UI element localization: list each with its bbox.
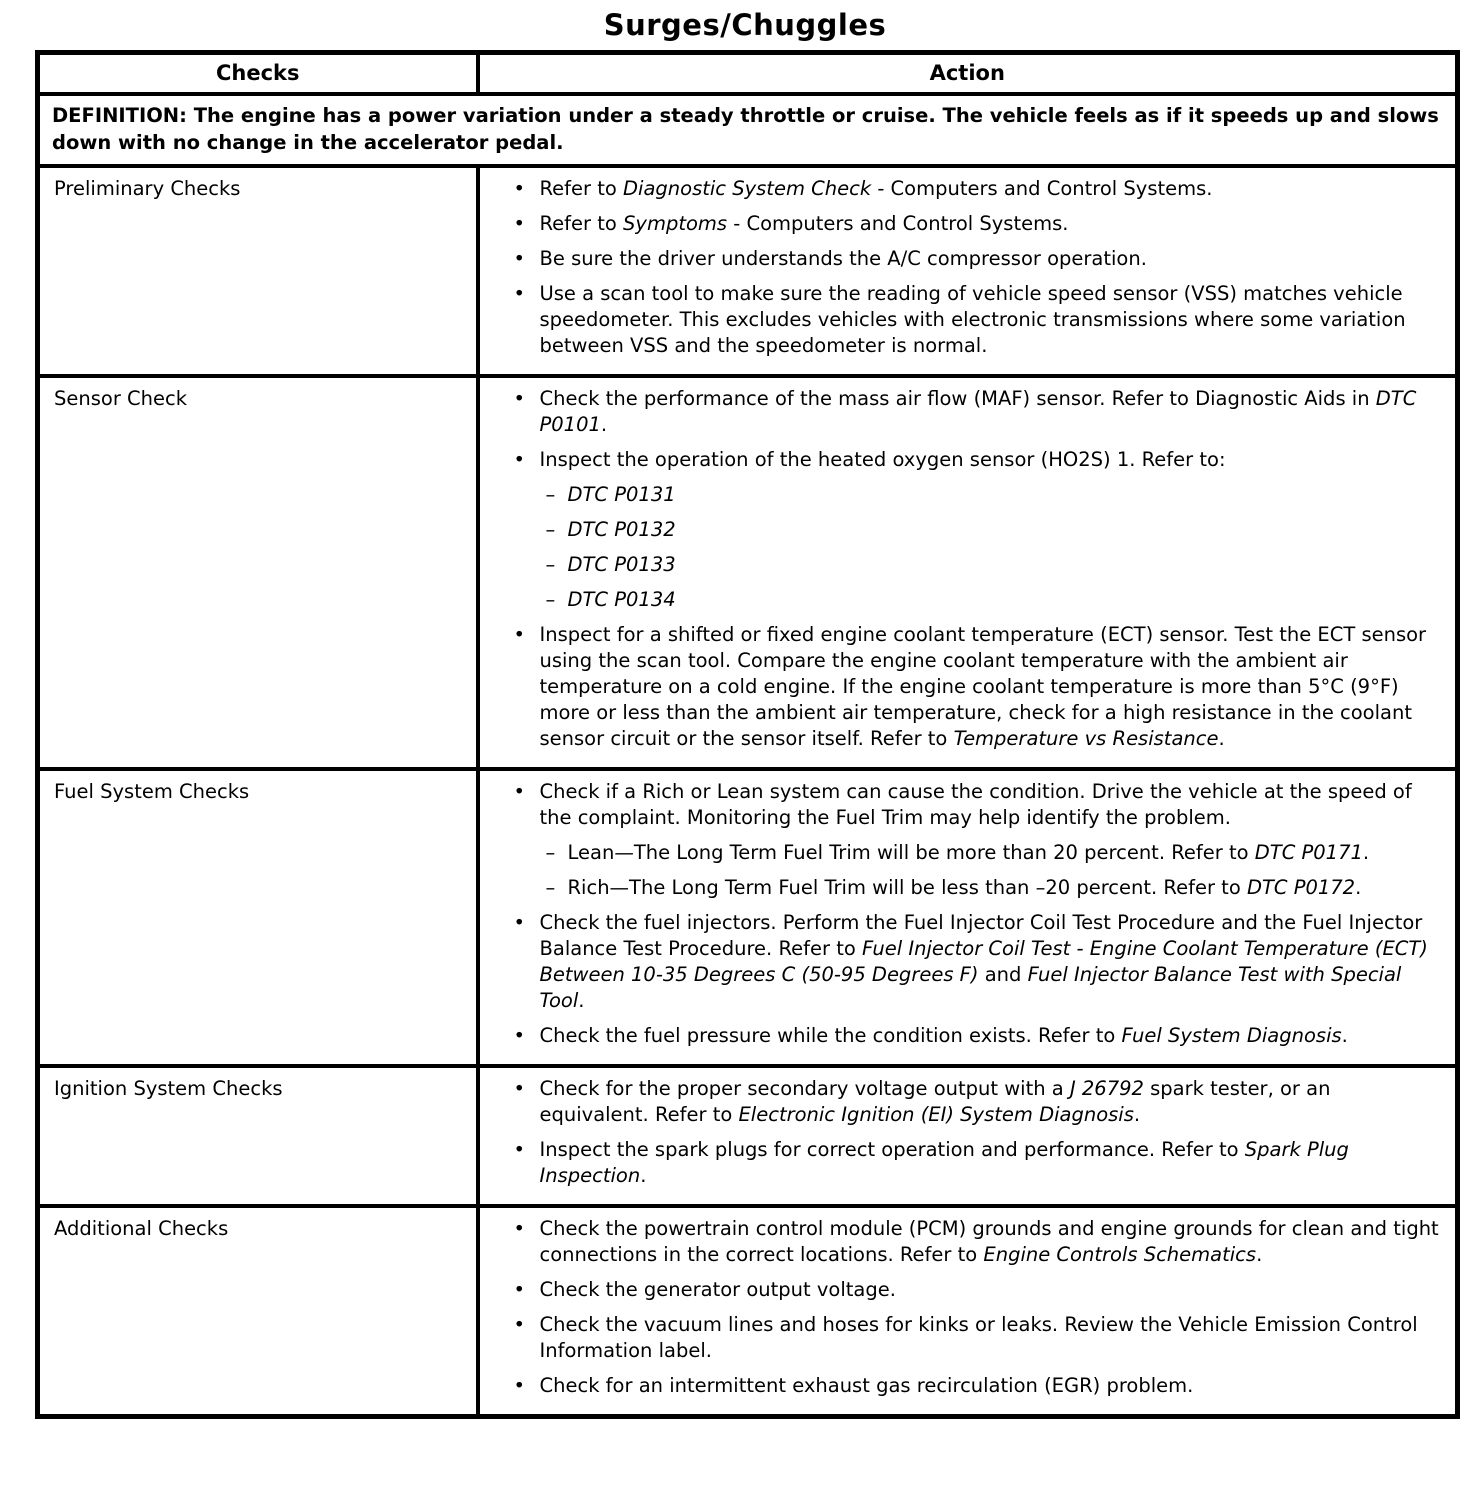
bullet-item [514,176,1442,202]
bullet-item [514,1023,1442,1049]
bullet-marker: • [513,911,526,934]
section-row [38,376,1458,769]
bullet-marker: • [513,212,526,235]
table-body [38,94,1458,1417]
action-cell [478,1066,1458,1206]
bullet-marker: • [513,177,526,200]
check-cell: Sensor Check [38,376,478,769]
check-cell: Fuel System Checks [38,769,478,1066]
dash-marker: – [545,483,556,506]
action-text: DTC P0131 [567,483,676,506]
action-text: Be sure the driver understands the A/C compressor operation. [539,247,1147,270]
action-text: Check for an intermittent exhaust gas recirculation (EGR) problem. [539,1374,1194,1397]
check-cell: Ignition System Checks [38,1066,478,1206]
bullet-item [514,1216,1442,1268]
action-cell [478,1206,1458,1417]
section-row [38,166,1458,376]
dash-marker: – [545,518,556,541]
dash-marker: – [545,588,556,611]
bullet-marker: • [513,1138,526,1161]
bullet-marker: • [513,282,526,305]
action-text: Inspect the spark plugs for correct operation and performance. Refer to Spark Plug Inspection. [539,1138,1349,1187]
bullet-item [514,246,1442,272]
action-text: Check the fuel injectors. Perform the Fuel Injector Coil Test Procedure and the Fuel Injector Balance Test Procedure. Refer to Fuel Injector Coil Test - Engine Coolant Temperature (ECT) Between 10-35 Degrees C (50-95 Degrees F) and Fuel Injector Balance Test with Special Tool. [539,911,1428,1012]
bullet-item [514,1137,1442,1189]
bullet-marker: • [513,623,526,646]
bullet-marker: • [513,1374,526,1397]
bullet-item [514,1373,1442,1399]
bullet-marker: • [513,387,526,410]
action-text: Refer to Diagnostic System Check - Computers and Control Systems. [539,177,1213,200]
definition-row [38,94,1458,166]
bullet-item [514,1312,1442,1364]
dash-marker: – [545,553,556,576]
bullet-marker: • [513,1313,526,1336]
bullet-item [514,622,1442,752]
check-cell: Preliminary Checks [38,166,478,376]
action-cell [478,769,1458,1066]
action-text: Check if a Rich or Lean system can cause the condition. Drive the vehicle at the speed of the complaint. Monitoring the Fuel Trim may help identify the problem. [539,780,1412,829]
bullet-marker: • [513,1077,526,1100]
action-text: Check the powertrain control module (PCM) grounds and engine grounds for clean and tight connections in the correct locations. Refer to Engine Controls Schematics. [539,1217,1439,1266]
action-text: DTC P0132 [567,518,676,541]
bullet-marker: • [513,1217,526,1240]
action-text: Rich—The Long Term Fuel Trim will be less than –20 percent. Refer to DTC P0172. [567,876,1362,899]
action-text: Check the performance of the mass air flow (MAF) sensor. Refer to Diagnostic Aids in DTC P0101. [539,387,1417,436]
bullet-item [514,386,1442,438]
bullet-marker: • [513,448,526,471]
action-column-header: Action [478,53,1458,95]
checks-column-header: Checks [38,53,478,95]
sub-item [546,552,1442,578]
sub-item [546,840,1442,866]
section-row [38,769,1458,1066]
page-title: Surges/Chuggles [603,8,887,42]
action-text: Lean—The Long Term Fuel Trim will be more than 20 percent. Refer to DTC P0171. [567,841,1370,864]
check-cell: Additional Checks [38,1206,478,1417]
bullet-item [514,211,1442,237]
action-text: Check the generator output voltage. [539,1278,896,1301]
dash-marker: – [545,841,556,864]
bullet-item [514,447,1442,473]
bullet-item [514,779,1442,831]
sub-item [546,517,1442,543]
sub-item [546,587,1442,613]
action-text: DTC P0134 [567,588,676,611]
bullet-marker: • [513,1278,526,1301]
action-cell [478,166,1458,376]
action-text: Check the vacuum lines and hoses for kinks or leaks. Review the Vehicle Emission Control Information label. [539,1313,1418,1362]
section-row [38,1206,1458,1417]
dash-marker: – [545,876,556,899]
bullet-item [514,281,1442,359]
bullet-marker: • [513,780,526,803]
sub-item [546,875,1442,901]
action-text: Check for the proper secondary voltage output with a J 26792 spark tester, or an equivalent. Refer to Electronic Ignition (EI) System Diagnosis. [539,1077,1331,1126]
bullet-item [514,910,1442,1014]
action-text: Check the fuel pressure while the condition exists. Refer to Fuel System Diagnosis. [539,1024,1348,1047]
bullet-item [514,1277,1442,1303]
action-text: Use a scan tool to make sure the reading of vehicle speed sensor (VSS) matches vehicle speedometer. This excludes vehicles with electronic transmissions where some variation between VSS and the speedometer is normal. [539,282,1406,357]
surges-chuggles-table [35,50,1460,1419]
definition-cell: DEFINITION: The engine has a power variation under a steady throttle or cruise. The vehicle feels as if it speeds up and slows down with no change in the accelerator pedal. [38,94,1458,166]
section-row [38,1066,1458,1206]
action-text: Inspect the operation of the heated oxygen sensor (HO2S) 1. Refer to: [539,448,1226,471]
sub-item [546,482,1442,508]
bullet-marker: • [513,1024,526,1047]
bullet-item [514,1076,1442,1128]
header-row [38,53,1458,95]
action-text: DTC P0133 [567,553,676,576]
action-text: Inspect for a shifted or fixed engine coolant temperature (ECT) sensor. Test the ECT sensor using the scan tool. Compare the engine coolant temperature with the ambient air temperature on a cold engine. If the engine coolant temperature is more than 5°C (9°F) more or less than the ambient air temperature, check for a high resistance in the coolant sensor circuit or the sensor itself. Refer to Temperature vs Resistance. [539,623,1427,750]
action-text: Refer to Symptoms - Computers and Control Systems. [539,212,1069,235]
bullet-marker: • [513,247,526,270]
action-cell [478,376,1458,769]
